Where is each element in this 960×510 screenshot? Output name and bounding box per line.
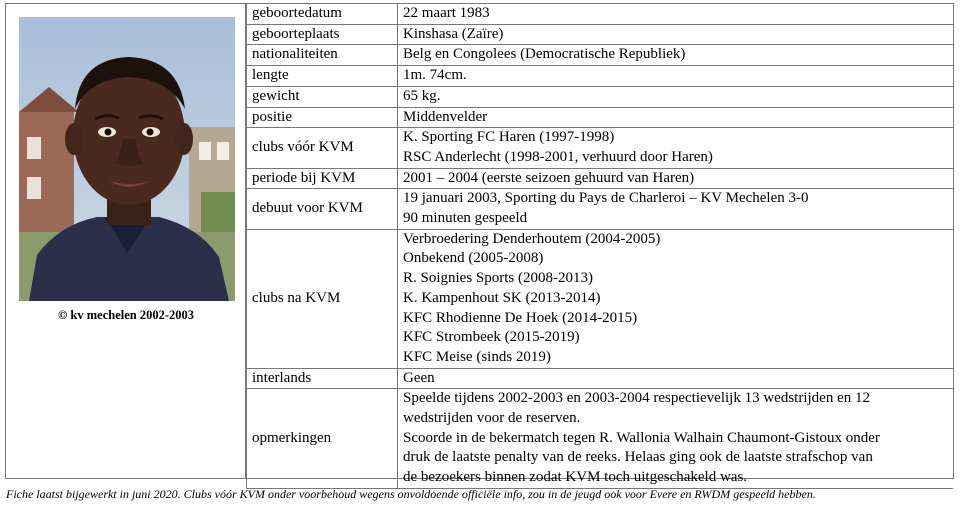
label-clubs-before: clubs vóór KVM [247,128,398,168]
label-weight: gewicht [247,86,398,107]
value-remarks [398,389,954,489]
row-clubs-after [247,229,954,368]
remark-line: Scoorde in de bekermatch tegen R. Wallonia Walhain Chaumont-Gistoux onder [403,429,880,446]
club-before-line: K. Sporting FC Haren (1997-1998) [403,129,615,146]
remark-line: de bezoekers binnen zodat KVM toch uitgeschakeld was. [403,469,748,486]
remark-line: druk de laatste penalty van de reeks. Helaas ging ook de laatste strafschop van [403,449,873,466]
row-birthplace [247,24,954,45]
label-remarks: opmerkingen [247,389,398,489]
value-birthplace: Kinshasa (Zaïre) [398,24,954,45]
row-nationalities [247,45,954,66]
value-clubs-after [398,229,954,368]
photo-column [6,4,246,478]
row-debut [247,189,954,229]
value-clubs-before [398,128,954,168]
value-height: 1m. 74cm. [398,66,954,87]
label-birthplace: geboorteplaats [247,24,398,45]
label-position: positie [247,107,398,128]
label-period: periode bij KVM [247,168,398,189]
value-birthdate: 22 maart 1983 [398,4,954,24]
row-clubs-before [247,128,954,168]
club-after-line: Verbroedering Denderhoutem (2004-2005) [403,230,661,247]
club-after-line: Onbekend (2005-2008) [403,250,544,267]
value-caps: Geen [398,368,954,389]
label-caps: interlands [247,368,398,389]
club-before-line: RSC Anderlecht (1998-2001, verhuurd door Haren) [403,148,713,165]
remark-line: Speelde tijdens 2002-2003 en 2003-2004 respectievelijk 13 wedstrijden en 12 [403,390,870,407]
value-position: Middenvelder [398,107,954,128]
row-weight [247,86,954,107]
photo-caption: © kv mechelen 2002-2003 [57,308,195,322]
row-position [247,107,954,128]
value-nationalities: Belg en Congolees (Democratische Republiek) [398,45,954,66]
row-period [247,168,954,189]
row-caps [247,368,954,389]
player-info-table [246,4,953,489]
debut-line: 19 januari 2003, Sporting du Pays de Charleroi – KV Mechelen 3-0 [403,190,809,207]
footnote: Fiche laatst bijgewerkt in juni 2020. Clubs vóór KVM onder voorbehoud wegens onvoldoende officiële info, zou in de jeugd ook voor Evere en RWDM gespeeld hebben. [6,487,816,501]
label-debut: debuut voor KVM [247,189,398,229]
value-debut [398,189,954,229]
remark-line: wedstrijden voor de reserven. [403,410,581,427]
label-birthdate: geboortedatum [247,4,398,24]
player-sheet [5,3,954,486]
player-photo [19,17,235,301]
value-weight: 65 kg. [398,86,954,107]
row-remarks [247,389,954,489]
club-after-line: K. Kampenhout SK (2013-2014) [403,289,601,306]
value-period: 2001 – 2004 (eerste seizoen gehuurd van Haren) [398,168,954,189]
club-after-line: KFC Rhodienne De Hoek (2014-2015) [403,309,638,326]
club-after-line: R. Soignies Sports (2008-2013) [403,270,594,287]
row-birthdate [247,4,954,24]
label-nationalities: nationaliteiten [247,45,398,66]
label-clubs-after: clubs na KVM [247,229,398,368]
row-height [247,66,954,87]
club-after-line: KFC Meise (sinds 2019) [403,348,551,365]
debut-line: 90 minuten gespeeld [403,210,528,227]
club-after-line: KFC Strombeek (2015-2019) [403,329,580,346]
label-height: lengte [247,66,398,87]
